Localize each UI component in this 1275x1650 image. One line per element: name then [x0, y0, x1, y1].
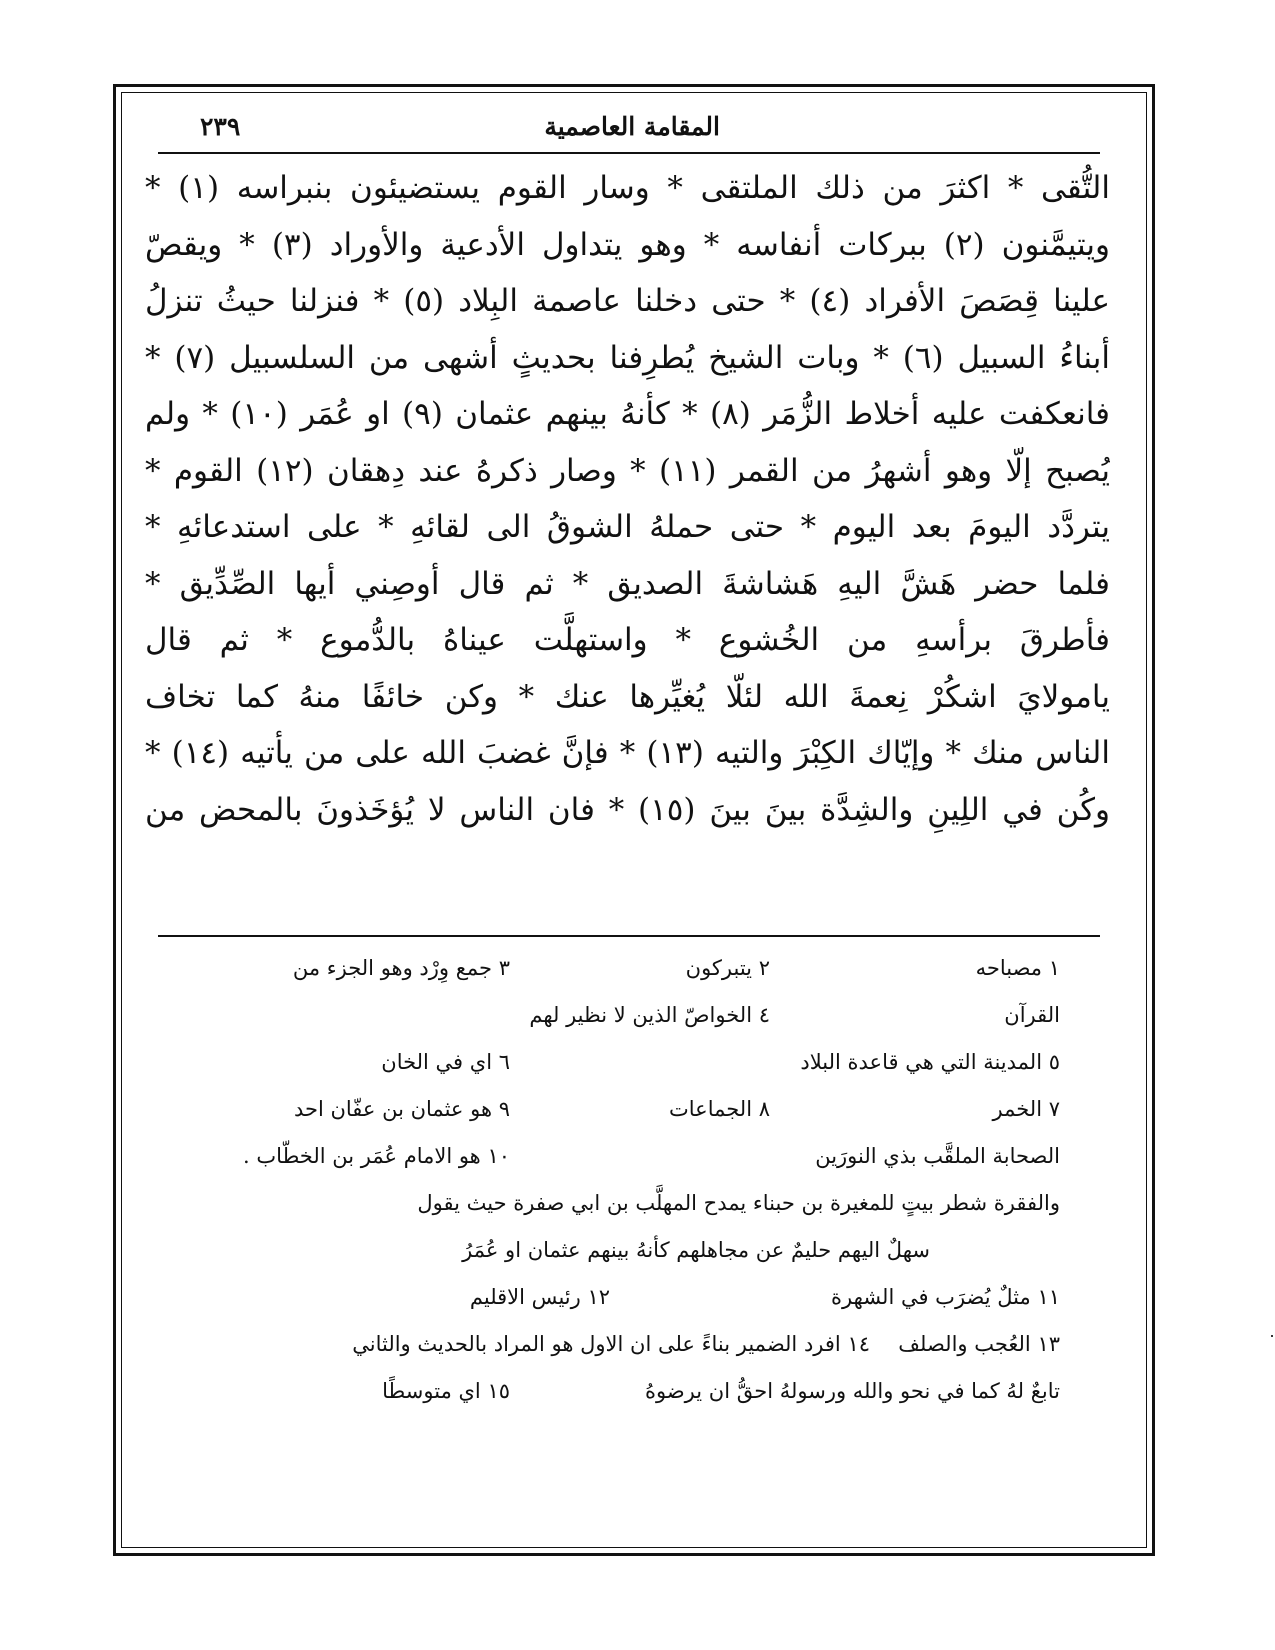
- footnote-row: [150, 1368, 1070, 1415]
- text-line: ويتيمَّنون (٢) ببركات أنفاسه * وهو يتداول الأدعية والأوراد (٣) * ويقصّ: [145, 226, 1110, 263]
- footnote-text: ٤ الخواصّ الذين لا نظير لهم: [529, 1003, 770, 1027]
- footnote-row: [150, 1086, 1070, 1133]
- footnote-row: [150, 992, 1070, 1039]
- text-line: الناس منك * وإيّاك الكِبْرَ والتيه (١٣) * فإنَّ غضبَ الله على من يأتيه (١٤) *: [145, 735, 1110, 771]
- page-header: [160, 108, 1100, 152]
- footnote-text: والفقرة شطر بيتٍ للمغيرة بن حبناء يمدح المهلَّب بن ابي صفرة حيث يقول: [417, 1191, 1060, 1215]
- footnote-row: [150, 1039, 1070, 1086]
- main-text-block: [145, 160, 1110, 838]
- footnote-text: ١٢ رئيس الاقليم: [469, 1285, 610, 1309]
- footnote-row: [150, 1180, 1070, 1227]
- footnote-row: [150, 1321, 1070, 1368]
- footnote-text: ١٣ العُجب والصلف: [898, 1332, 1060, 1356]
- footnote-text: ٨ الجماعات: [669, 1097, 770, 1121]
- footnote-rule: [158, 935, 1100, 937]
- text-line: فلما حضر هَشَّ اليهِ هَشاشةَ الصديق * ثم قال أوصِني أيها الصِّدِّيق *: [145, 565, 1110, 602]
- page-title: المقامة العاصمية: [544, 112, 720, 141]
- scan-speck: [1271, 1335, 1273, 1337]
- text-line: أبناءُ السبيل (٦) * وبات الشيخ يُطرِفنا بحديثٍ أشهى من السلسبيل (٧) *: [145, 339, 1110, 376]
- page-number: ٢٣٩: [200, 112, 241, 141]
- text-line: يامولايَ اشكُرْ نِعمةَ الله لئلّا يُغيِّرها عنك * وكن خائفًا منهُ كما تخاف: [145, 678, 1110, 715]
- text-line: يتردَّد اليومَ بعد اليوم * حتى حملهُ الشوقُ الى لقائهِ * على استدعائهِ *: [145, 509, 1110, 545]
- footnote-text: ٧ الخمر: [992, 1097, 1060, 1121]
- footnote-text: ١٤ افرد الضمير بناءً على ان الاول هو المراد بالحديث والثاني: [352, 1332, 870, 1356]
- text-line: وكُن في اللِينِ والشِدَّة بينَ بينَ (١٥) * فان الناس لا يُؤخَذونَ بالمحض من: [145, 791, 1110, 828]
- footnote-text: ٦ اي في الخان: [381, 1050, 510, 1074]
- footnote-text: الصحابة الملقَّب بذي النورَين: [815, 1144, 1060, 1168]
- footnote-text: ١ مصباحه: [975, 956, 1060, 980]
- footnote-text: ٣ جمع وِرْد وهو الجزء من: [292, 956, 510, 980]
- header-rule: [158, 152, 1100, 154]
- footnote-row: [150, 945, 1070, 992]
- footnote-text: ٢ يتبركون: [685, 956, 770, 980]
- text-line: علينا قِصَصَ الأفراد (٤) * حتى دخلنا عاصمة البِلاد (٥) * فنزلنا حيثُ تنزلُ: [145, 283, 1110, 319]
- footnote-text: سهلٌ اليهم حليمٌ عن مجاهلهم كأنهُ بينهم عثمان او عُمَرُ: [462, 1238, 930, 1262]
- text-line: التُّقى * اكثرَ من ذلك الملتقى * وسار القوم يستضيئون بنبراسه (١) *: [145, 170, 1110, 206]
- text-line: فأطرقَ برأسهِ من الخُشوع * واستهلَّت عيناهُ بالدُّموع * ثم قال: [145, 622, 1110, 658]
- footnote-text: ٥ المدينة التي هي قاعدة البلاد: [800, 1050, 1060, 1074]
- footnote-text: القرآن: [1004, 1003, 1060, 1027]
- text-line: يُصبح إلّا وهو أشهرُ من القمر (١١) * وصار ذكرهُ عند دِهقان (١٢) القوم *: [145, 452, 1110, 489]
- text-line: فانعكفت عليه أخلاط الزُّمَر (٨) * كأنهُ بينهم عثمان (٩) او عُمَر (١٠) * ولم: [145, 396, 1110, 432]
- footnote-row: [150, 1274, 1070, 1321]
- footnote-text: ١١ مثلٌ يُضرَب في الشهرة: [831, 1285, 1060, 1309]
- footnote-row: [150, 1227, 1070, 1274]
- footnote-text: ١٠ هو الامام عُمَر بن الخطّاب .: [243, 1144, 510, 1168]
- footnote-row: [150, 1133, 1070, 1180]
- footnote-text: ٩ هو عثمان بن عفّان احد: [293, 1097, 510, 1121]
- footnote-text: ١٥ اي متوسطًا: [382, 1379, 510, 1403]
- footnotes-block: [150, 945, 1070, 1415]
- footnote-text: تابعٌ لهُ كما في نحو والله ورسولهُ احقُّ ان يرضوهُ: [645, 1379, 1060, 1403]
